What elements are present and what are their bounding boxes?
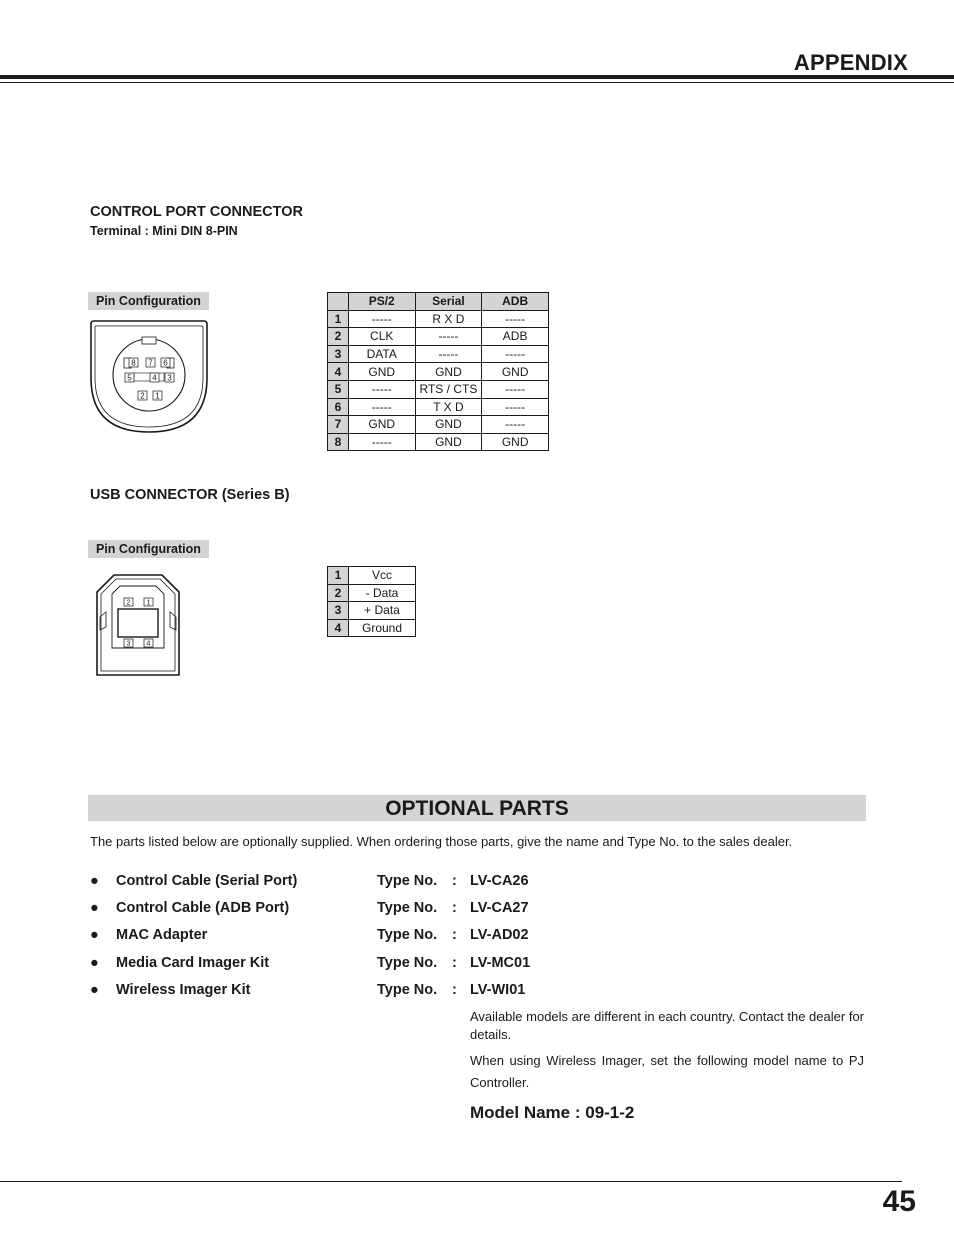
ps2-cell: ----- [348,398,415,416]
type-label: Type No. [377,955,438,971]
type-number: LV-CA27 [470,900,529,916]
ps2-cell: ----- [348,380,415,398]
footer-rule [0,1181,902,1182]
part-name: Media Card Imager Kit [116,955,270,971]
table-row [328,380,549,398]
signal-cell: Vcc [349,567,416,585]
adb-cell: ----- [482,416,549,434]
optional-parts-intro: The parts listed below are optionally supplied. When ordering those parts, give the name and Type No. to the sales dealer. [90,834,793,849]
usb-connector-title: USB CONNECTOR (Series B) [90,487,290,503]
serial-cell: R X D [415,310,482,328]
bullet-icon: ● [90,900,99,916]
ps2-cell: ----- [348,310,415,328]
type-number: LV-WI01 [470,982,526,998]
part-name: Control Cable (ADB Port) [116,900,290,916]
table-row [328,398,549,416]
signal-cell: Ground [349,619,416,637]
pin-number: 1 [328,310,349,328]
usb-b-connector-diagram [94,572,182,678]
part-name: Wireless Imager Kit [116,982,251,998]
table-row [328,328,549,346]
pin-number: 4 [328,619,349,637]
type-colon: : [452,982,457,998]
model-name: Model Name : 09-1-2 [470,1103,635,1122]
ps2-cell: CLK [348,328,415,346]
table-row [328,567,416,585]
adb-cell: ----- [482,380,549,398]
part-name: MAC Adapter [116,927,208,943]
serial-cell: ----- [415,345,482,363]
column-header-serial: Serial [415,293,482,311]
pin-number: 8 [328,433,349,451]
table-row [328,363,549,381]
pin-number: 4 [328,363,349,381]
table-row [328,584,416,602]
usb-pin-2: 2 [126,599,131,607]
table-corner [328,293,349,311]
table-row [328,602,416,620]
header-rule [0,75,954,79]
signal-cell: - Data [349,584,416,602]
bullet-icon: ● [90,927,99,943]
column-header-adb: ADB [482,293,549,311]
serial-cell: ----- [415,328,482,346]
serial-cell: T X D [415,398,482,416]
usb-pin-4: 4 [146,640,151,648]
serial-cell: RTS / CTS [415,380,482,398]
adb-cell: ----- [482,398,549,416]
type-number: LV-AD02 [470,927,529,943]
control-port-title: CONTROL PORT CONNECTOR [90,204,303,220]
adb-cell: ADB [482,328,549,346]
type-colon: : [452,873,457,889]
ps2-cell: DATA [348,345,415,363]
adb-cell: ----- [482,310,549,328]
column-header-ps2: PS/2 [348,293,415,311]
din-pin-7: 7 [148,358,153,368]
usb-pin-config-label: Pin Configuration [88,540,209,558]
type-colon: : [452,900,457,916]
part-name: Control Cable (Serial Port) [116,873,298,889]
pin-number: 1 [328,567,349,585]
adb-cell: GND [482,363,549,381]
ps2-cell: GND [348,363,415,381]
pin-number: 3 [328,602,349,620]
availability-note: Available models are different in each country. Contact the dealer for details. [470,1009,864,1042]
din-pin-4: 4 [152,373,157,383]
bullet-icon: ● [90,873,99,889]
usb-pin-1: 1 [146,599,151,607]
din-pin-2: 2 [140,391,145,401]
pin-number: 3 [328,345,349,363]
serial-cell: GND [415,363,482,381]
serial-cell: GND [415,433,482,451]
mini-din-connector-diagram [88,318,210,436]
din-pin-6: 6 [163,358,168,368]
table-row [328,433,549,451]
type-label: Type No. [377,900,438,916]
pin-number: 2 [328,328,349,346]
header-rule-thin [0,82,954,83]
pin-number: 2 [328,584,349,602]
serial-cell: GND [415,416,482,434]
optional-parts-heading: OPTIONAL PARTS [88,795,866,821]
type-label: Type No. [377,873,438,889]
pin-config-label: Pin Configuration [88,292,209,310]
table-row [328,619,416,637]
ps2-cell: GND [348,416,415,434]
wireless-imager-note: When using Wireless Imager, set the following model name to PJ Controller. [470,1053,864,1090]
signal-cell: + Data [349,602,416,620]
control-port-terminal: Terminal : Mini DIN 8-PIN [90,224,238,238]
table-row [328,310,549,328]
type-colon: : [452,927,457,943]
type-colon: : [452,955,457,971]
pin-number: 6 [328,398,349,416]
din-pin-3: 3 [167,373,172,383]
bullet-icon: ● [90,982,99,998]
bullet-icon: ● [90,955,99,971]
pin-number: 7 [328,416,349,434]
pin-number: 5 [328,380,349,398]
type-label: Type No. [377,927,438,943]
type-label: Type No. [377,982,438,998]
adb-cell: GND [482,433,549,451]
page-section-title: APPENDIX [793,50,908,75]
type-number: LV-MC01 [470,955,531,971]
din-pin-8: 8 [131,358,136,368]
type-number: LV-CA26 [470,873,529,889]
din-pin-1: 1 [155,391,160,401]
din-pin-5: 5 [127,373,132,383]
page-number: 45 [882,1185,916,1218]
usb-pin-table [327,566,416,637]
adb-cell: ----- [482,345,549,363]
ps2-cell: ----- [348,433,415,451]
control-port-pin-table [327,292,549,451]
table-row [328,345,549,363]
usb-pin-3: 3 [126,640,131,648]
table-row [328,416,549,434]
